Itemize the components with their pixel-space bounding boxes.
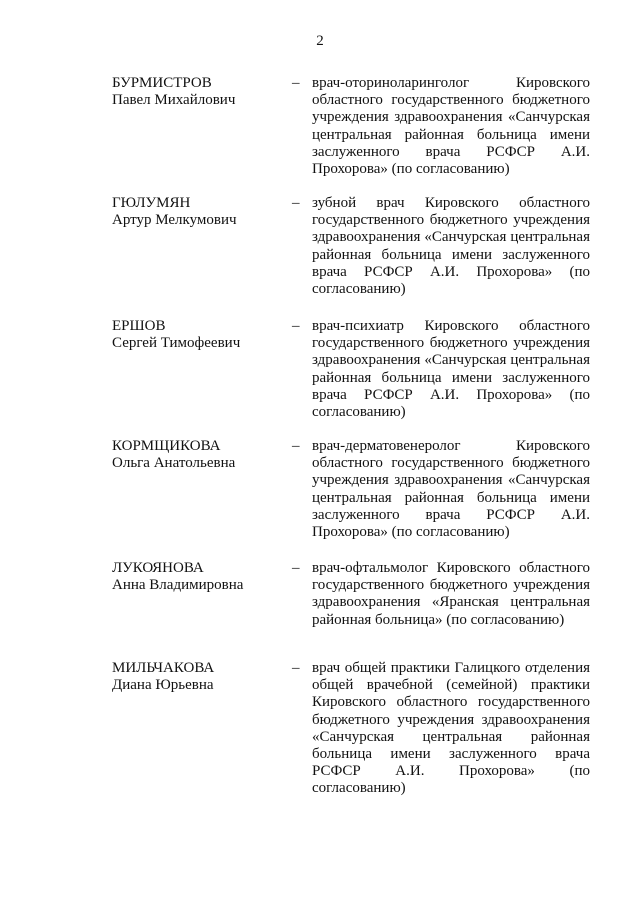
member-role: врач-оториноларинголог Кировского областного государственного бюджетного учреждения здравоохранения «Санчурская центральная районная больница имени заслуженного врача РСФСР А.И. Прохорова» (по согласованию) <box>312 75 590 178</box>
member-surname: МИЛЬЧАКОВА <box>112 660 215 676</box>
member-name <box>112 560 287 594</box>
member-name <box>112 195 287 229</box>
member-given-names: Сергей Тимофеевич <box>112 335 241 352</box>
member-surname: БУРМИСТРОВ <box>112 75 212 91</box>
member-role: врач-офтальмолог Кировского областного государственного бюджетного учреждения здравоохранения «Яранская центральная районная больница» (по согласованию) <box>312 560 590 628</box>
member-given-names: Ольга Анатольевна <box>112 455 236 472</box>
member-given-names: Павел Михайлович <box>112 92 236 109</box>
member-name <box>112 660 287 694</box>
entry-dash: – <box>292 75 300 91</box>
entry-dash: – <box>292 318 300 334</box>
member-given-names: Артур Мелкумович <box>112 212 237 229</box>
member-role: врач-дерматовенеролог Кировского областного государственного бюджетного учреждения здравоохранения «Санчурская центральная районная больница имени заслуженного врача РСФСР А.И. Прохорова» (по согласованию) <box>312 438 590 541</box>
member-role: врач-психиатр Кировского областного государственного бюджетного учреждения здравоохранения «Санчурская центральная районная больница имени заслуженного врача РСФСР А.И. Прохорова» (по согласованию) <box>312 318 590 421</box>
entry-dash: – <box>292 195 300 211</box>
member-name <box>112 318 287 352</box>
member-name <box>112 438 287 472</box>
entry-dash: – <box>292 560 300 576</box>
member-name <box>112 75 287 109</box>
page-number: 2 <box>316 33 324 49</box>
member-surname: ЕРШОВ <box>112 318 166 334</box>
member-role: зубной врач Кировского областного государственного бюджетного учреждения здравоохранения «Санчурская центральная районная больница имени заслуженного врача РСФСР А.И. Прохорова» (по согласованию) <box>312 195 590 298</box>
member-surname: КОРМЩИКОВА <box>112 438 221 454</box>
entry-dash: – <box>292 438 300 454</box>
entry-dash: – <box>292 660 300 676</box>
member-given-names: Анна Владимировна <box>112 577 244 594</box>
member-given-names: Диана Юрьевна <box>112 677 214 694</box>
member-surname: ГЮЛУМЯН <box>112 195 191 211</box>
member-surname: ЛУКОЯНОВА <box>112 560 204 576</box>
member-role: врач общей практики Галицкого отделения общей врачебной (семейной) практики Кировского областного государственного бюджетного учреждения здравоохранения «Санчурская центральная районная больница имени заслуженного врача РСФСР А.И. Прохорова» (по согласованию) <box>312 660 590 797</box>
